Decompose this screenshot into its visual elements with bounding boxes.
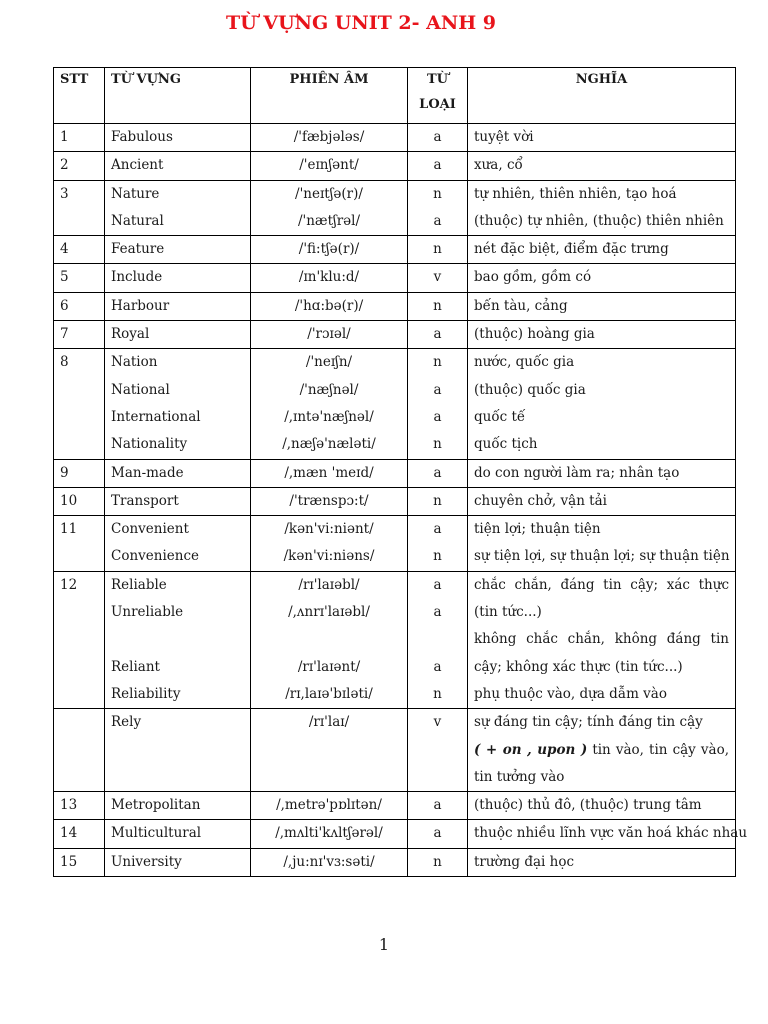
word-cell — [105, 820, 251, 848]
vocabulary-word: Feature — [111, 241, 165, 258]
row-number: 1 — [54, 124, 105, 152]
meaning-cell — [468, 848, 736, 876]
phonetic-cell — [251, 180, 408, 236]
word-class: a — [433, 658, 442, 675]
preposition-note: ( + on , upon ) — [474, 741, 588, 758]
header-word: TỪ VỰNG — [105, 68, 251, 124]
meaning-text: (thuộc) hoàng gia — [474, 326, 595, 343]
meaning-cell — [468, 152, 736, 180]
vocabulary-word: Fabulous — [111, 129, 173, 145]
meaning-text: chuyên chở, vận tải — [474, 492, 607, 509]
row-number: 11 — [54, 516, 105, 572]
word-class: a — [433, 604, 442, 621]
table-row — [54, 709, 736, 792]
meaning-text-usage — [474, 737, 729, 792]
vocabulary-word: Ancient — [111, 157, 164, 174]
word-class: a — [433, 326, 442, 343]
meaning-text: tự nhiên, thiên nhiên, tạo hoá — [474, 185, 677, 202]
phonetic-transcription — [257, 626, 401, 653]
meaning-text: nét đặc biệt, điểm đặc trưng — [474, 241, 669, 258]
word-cell — [105, 180, 251, 236]
word-cell — [105, 516, 251, 572]
word-cell — [105, 487, 251, 515]
word-class-cell — [408, 459, 468, 487]
phonetic-cell — [251, 516, 408, 572]
header-word-class — [408, 68, 468, 124]
word-class: a — [433, 157, 442, 174]
meaning-text: không chắc chắn, không đáng tin cậy; không xác thực (tin tức...) — [474, 631, 729, 675]
word-class: n — [433, 436, 442, 453]
row-number: 3 — [54, 180, 105, 236]
meaning-text: (thuộc) tự nhiên, (thuộc) thiên nhiên — [474, 212, 724, 229]
table-row — [54, 292, 736, 320]
word-cell — [105, 709, 251, 792]
vocabulary-word: Royal — [111, 326, 150, 343]
vocabulary-word — [111, 626, 244, 653]
word-cell — [105, 152, 251, 180]
row-number: 10 — [54, 487, 105, 515]
vocabulary-word: International — [111, 408, 201, 425]
table-row — [54, 152, 736, 180]
word-class-cell — [408, 487, 468, 515]
vocabulary-word: Nature — [111, 185, 160, 202]
phonetic-transcription: /,mæn 'meɪd/ — [284, 464, 374, 481]
word-class: n — [433, 492, 442, 509]
meaning-cell — [468, 792, 736, 820]
phonetic-cell — [251, 349, 408, 459]
word-class: n — [433, 548, 442, 565]
row-number: 9 — [54, 459, 105, 487]
meaning-cell — [468, 124, 736, 152]
phonetic-cell — [251, 487, 408, 515]
phonetic-cell — [251, 321, 408, 349]
phonetic-transcription: /kən'vi:niəns/ — [283, 548, 375, 565]
row-number: 12 — [54, 571, 105, 708]
row-number: 14 — [54, 820, 105, 848]
meaning-cell — [468, 236, 736, 264]
table-row — [54, 180, 736, 236]
vocabulary-word: Reliability — [111, 685, 181, 702]
phonetic-cell — [251, 124, 408, 152]
header-stt: STT — [54, 68, 105, 124]
row-number: 15 — [54, 848, 105, 876]
phonetic-transcription: /,ɪntə'næʃnəl/ — [284, 408, 374, 425]
phonetic-cell — [251, 236, 408, 264]
word-class-cell — [408, 180, 468, 236]
vocabulary-word: Nation — [111, 354, 158, 371]
vocabulary-word: Include — [111, 269, 163, 286]
meaning-text: phụ thuộc vào, dựa dẫm vào — [474, 685, 667, 702]
meaning-text: (thuộc) quốc gia — [474, 381, 586, 398]
word-class: a — [433, 825, 442, 842]
meaning-text: tuyệt vời — [474, 129, 534, 145]
word-class-cell — [408, 321, 468, 349]
vocabulary-word: Unreliable — [111, 604, 184, 621]
word-class: a — [433, 576, 442, 593]
meaning-text: quốc tịch — [474, 436, 538, 453]
word-cell — [105, 124, 251, 152]
phonetic-transcription: /'neɪʃn/ — [305, 354, 353, 371]
phonetic-transcription: /,mʌlti'kʌltʃərəl/ — [275, 825, 383, 842]
header-word-class-line1: TỪ — [426, 72, 448, 87]
word-class-cell — [408, 292, 468, 320]
header-phonetic: PHIÊN ÂM — [251, 68, 408, 124]
word-class-cell — [408, 709, 468, 792]
word-class: n — [433, 297, 442, 314]
phonetic-transcription: /'neɪtʃə(r)/ — [295, 185, 363, 202]
word-cell — [105, 321, 251, 349]
word-class-cell — [408, 264, 468, 292]
word-class-cell — [408, 571, 468, 708]
phonetic-cell — [251, 848, 408, 876]
meaning-cell — [468, 292, 736, 320]
meaning-cell — [468, 516, 736, 572]
phonetic-transcription: /'hɑ:bə(r)/ — [294, 297, 364, 314]
vocabulary-word: Multicultural — [111, 825, 202, 842]
word-class-cell — [408, 848, 468, 876]
row-number: 7 — [54, 321, 105, 349]
meaning-text-rest: tin vào, tin cậy vào, tin tưởng vào — [474, 741, 729, 785]
word-class-cell — [408, 349, 468, 459]
table-row — [54, 321, 736, 349]
row-number: 8 — [54, 349, 105, 459]
phonetic-cell — [251, 264, 408, 292]
table-row — [54, 792, 736, 820]
table-row — [54, 459, 736, 487]
meaning-cell — [468, 264, 736, 292]
table-row — [54, 820, 736, 848]
table-row — [54, 264, 736, 292]
word-class-cell — [408, 236, 468, 264]
vocabulary-word: Rely — [111, 714, 142, 731]
page-number: 1 — [378, 935, 390, 954]
meaning-text: tiện lợi; thuận tiện — [474, 521, 601, 538]
word-class: v — [433, 714, 442, 731]
word-class-cell — [408, 152, 468, 180]
vocabulary-word: Transport — [111, 492, 179, 509]
meaning-cell — [468, 349, 736, 459]
word-class: a — [433, 521, 442, 538]
meaning-text: bao gồm, gồm có — [474, 269, 592, 286]
vocabulary-word: Nationality — [111, 436, 188, 453]
word-cell — [105, 848, 251, 876]
meaning-text: nước, quốc gia — [474, 354, 575, 371]
phonetic-cell — [251, 459, 408, 487]
word-class-cell — [408, 516, 468, 572]
word-cell — [105, 792, 251, 820]
table-row — [54, 571, 736, 708]
phonetic-transcription: /'fæbjələs/ — [293, 129, 365, 145]
meaning-text: trường đại học — [474, 853, 575, 870]
word-cell — [105, 236, 251, 264]
phonetic-transcription: /ɪn'klu:d/ — [298, 269, 360, 286]
meaning-text: sự tiện lợi, sự thuận lợi; sự thuận tiện — [474, 548, 730, 565]
phonetic-transcription: /rɪ,laɪə'bɪləti/ — [285, 685, 373, 702]
word-class: a — [433, 381, 442, 398]
meaning-cell — [468, 459, 736, 487]
word-class-cell — [408, 820, 468, 848]
phonetic-cell — [251, 292, 408, 320]
table-row — [54, 848, 736, 876]
row-number: 4 — [54, 236, 105, 264]
document-title: TỪ VỰNG UNIT 2- ANH 9 — [225, 12, 497, 34]
word-class — [414, 626, 461, 653]
word-cell — [105, 264, 251, 292]
phonetic-transcription: /rɪ'laɪənt/ — [297, 658, 361, 675]
word-cell — [105, 459, 251, 487]
word-class: n — [433, 354, 442, 371]
word-class: n — [433, 685, 442, 702]
word-class: a — [433, 464, 442, 481]
table-row — [54, 516, 736, 572]
table-header-row — [54, 68, 736, 124]
word-cell — [105, 349, 251, 459]
meaning-text: thuộc nhiều lĩnh vực văn hoá khác nhau — [474, 825, 748, 842]
vocabulary-word: National — [111, 381, 170, 398]
word-class: a — [433, 212, 442, 229]
row-number — [54, 709, 105, 792]
table-row — [54, 349, 736, 459]
phonetic-transcription: /,næʃə'næləti/ — [282, 436, 376, 453]
phonetic-transcription: /'eɪnʃənt/ — [299, 157, 359, 174]
phonetic-transcription: /rɪ'laɪ/ — [308, 714, 350, 731]
phonetic-transcription: /,ju:nɪ'vɜ:səti/ — [283, 853, 375, 870]
table-body — [54, 124, 748, 877]
phonetic-transcription: /'nætʃrəl/ — [297, 212, 361, 229]
table-row — [54, 236, 736, 264]
row-number: 6 — [54, 292, 105, 320]
meaning-cell — [468, 321, 736, 349]
word-class: n — [433, 853, 442, 870]
word-class: n — [433, 185, 442, 202]
phonetic-transcription: /'rɔɪəl/ — [307, 326, 351, 343]
phonetic-transcription: /'næʃnəl/ — [299, 381, 359, 398]
phonetic-transcription: /,ʌnrɪ'laɪəbl/ — [288, 604, 370, 621]
phonetic-cell — [251, 820, 408, 848]
phonetic-cell — [251, 152, 408, 180]
vocabulary-word: Natural — [111, 212, 164, 229]
vocabulary-table — [53, 67, 748, 877]
row-number: 2 — [54, 152, 105, 180]
meaning-cell — [468, 820, 748, 848]
phonetic-transcription: /kən'vi:niənt/ — [284, 521, 374, 538]
phonetic-transcription: /'trænspɔ:t/ — [289, 492, 369, 509]
word-class-cell — [408, 124, 468, 152]
word-class: n — [433, 241, 442, 258]
meaning-text: bến tàu, cảng — [474, 297, 568, 314]
meaning-text: (thuộc) thủ đô, (thuộc) trung tâm — [474, 797, 702, 814]
word-class: v — [433, 269, 442, 286]
row-number: 13 — [54, 792, 105, 820]
phonetic-transcription: /rɪ'laɪəbl/ — [298, 576, 360, 593]
vocabulary-word: Convenient — [111, 521, 189, 538]
meaning-cell — [468, 571, 736, 708]
word-cell — [105, 292, 251, 320]
meaning-cell — [468, 487, 736, 515]
meaning-text: do con người làm ra; nhân tạo — [474, 464, 680, 481]
row-number: 5 — [54, 264, 105, 292]
meaning-cell — [468, 180, 736, 236]
vocabulary-word: Harbour — [111, 297, 170, 314]
vocabulary-word: Reliable — [111, 576, 167, 593]
phonetic-transcription: /,metrə'pɒlɪtən/ — [276, 797, 382, 814]
word-class: a — [433, 129, 442, 145]
meaning-text: quốc tế — [474, 408, 526, 425]
word-cell — [105, 571, 251, 708]
phonetic-cell — [251, 709, 408, 792]
vocabulary-word: Reliant — [111, 658, 160, 675]
vocabulary-word: Man-made — [111, 464, 184, 481]
phonetic-cell — [251, 792, 408, 820]
word-class-cell — [408, 792, 468, 820]
meaning-text: xưa, cổ — [474, 157, 523, 174]
vocabulary-word: Metropolitan — [111, 797, 201, 814]
meaning-text: chắc chắn, đáng tin cậy; xác thực (tin tức...) — [474, 576, 729, 621]
phonetic-cell — [251, 571, 408, 708]
table-row — [54, 124, 736, 152]
meaning-cell — [468, 709, 736, 792]
header-word-class-line2: LOẠI — [419, 97, 456, 112]
vocabulary-word: University — [111, 853, 182, 870]
word-class: a — [433, 408, 442, 425]
header-meaning: NGHĨA — [468, 68, 736, 124]
phonetic-transcription: /'fi:tʃə(r)/ — [298, 241, 360, 258]
table-row — [54, 487, 736, 515]
word-class: a — [433, 797, 442, 814]
vocabulary-word: Convenience — [111, 548, 200, 565]
meaning-text: sự đáng tin cậy; tính đáng tin cậy — [474, 714, 703, 731]
